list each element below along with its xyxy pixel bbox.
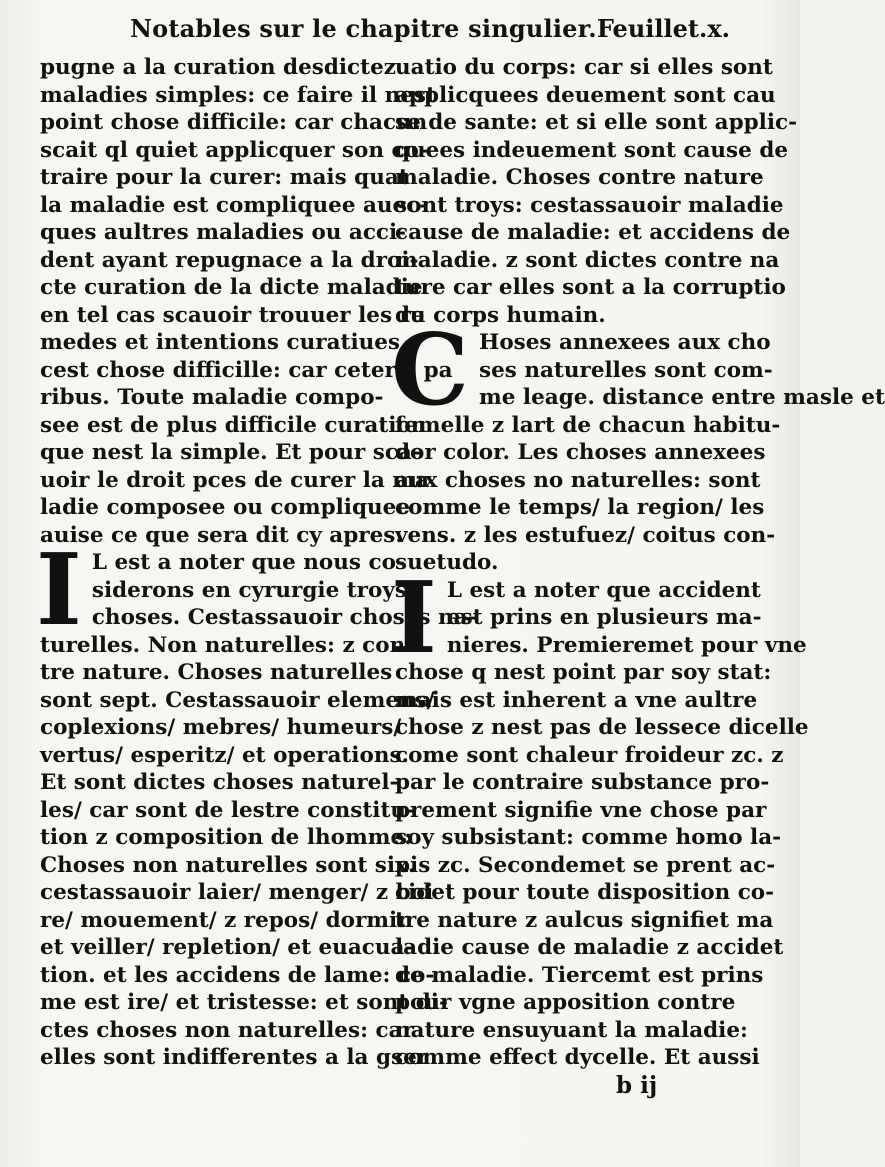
text-line: cte curation de la dicte maladie xyxy=(40,275,423,300)
text-line: sont sept. Cestassauoir elemens/ xyxy=(40,687,435,713)
text-line: sont troys: cestassauoir maladie xyxy=(395,192,784,218)
text-line: see est de plus difficile curation xyxy=(40,412,427,438)
drop-cap: I xyxy=(36,533,82,648)
signature-mark: b ij xyxy=(616,1072,658,1099)
drop-cap: I xyxy=(391,560,437,676)
text-line: cestassauoir laier/ menger/ z boi xyxy=(40,880,434,905)
text-line: maladie. Choses contre nature xyxy=(395,165,764,190)
text-line: cause de maladie: et accidens de xyxy=(395,220,791,245)
text-line: chose q nest point par soy stat: xyxy=(395,660,772,685)
text-line: tre nature z aulcus signifiet ma xyxy=(395,907,774,933)
text-line: siderons en cyrurgie troys xyxy=(91,577,407,603)
text-line: est prins en plusieurs ma- xyxy=(446,605,762,630)
text-line: par le contraire substance pro- xyxy=(395,770,770,795)
text-line: comme effect dycelle. Et aussi xyxy=(395,1045,760,1070)
text-line: me est ire/ et tristesse: et sont di- xyxy=(40,990,448,1015)
text-line: femelle z lart de chacun habitu- xyxy=(395,412,781,438)
text-line: vens. z les estufuez/ coitus con- xyxy=(395,522,776,548)
text-line: se de sante: et si elle sont applic- xyxy=(395,110,798,135)
text-line: uatio du corps: car si elles sont xyxy=(395,55,773,80)
text-line: pis zc. Secondemet se prent ac- xyxy=(395,852,776,878)
text-line: cidet pour toute disposition co- xyxy=(395,880,775,905)
text-line: turelles. Non naturelles: z con- xyxy=(40,632,415,658)
text-line: suetudo. xyxy=(395,550,499,575)
text-line: dent ayant repugnace a la droi- xyxy=(40,247,419,273)
text-line: ladie cause de maladie z accidet xyxy=(395,935,784,960)
text-line: du corps humain. xyxy=(395,302,606,328)
text-line: L est a noter que accident xyxy=(446,577,761,603)
text-line: nature ensuyuant la maladie: xyxy=(395,1017,748,1043)
left-paragraph-1 xyxy=(40,54,453,549)
text-line: ladie composee ou compliquee xyxy=(40,495,410,520)
text-line: auise ce que sera dit cy apres. xyxy=(40,522,403,548)
text-line: quees indeuement sont cause de xyxy=(395,137,789,163)
right-column xyxy=(391,54,885,1072)
text-line: tion. et les accidens de lame: co- xyxy=(40,962,435,988)
text-line: me leage. distance entre masle et xyxy=(479,385,885,410)
text-line: pour vgne apposition contre xyxy=(395,990,736,1015)
text-line: cest chose difficille: car ceteris pa xyxy=(40,357,453,383)
text-line: uoir le droit pces de curer la ma xyxy=(40,467,429,493)
text-line: ses naturelles sont com- xyxy=(479,357,773,383)
text-line: ture car elles sont a la corruptio xyxy=(395,275,786,300)
text-line: dor color. Les choses annexees xyxy=(395,440,766,465)
text-line: Et sont dictes choses naturel- xyxy=(40,770,399,795)
text-line: applicquees deuement sont cau xyxy=(395,82,776,108)
text-line: ques aultres maladies ou acci- xyxy=(40,220,407,245)
running-header xyxy=(130,14,730,50)
text-line: de maladie. Tiercemt est prins xyxy=(395,962,764,988)
text-line: tre nature. Choses naturelles xyxy=(40,660,393,685)
text-line: scait ql quiet applicquer son co- xyxy=(40,137,428,163)
text-line: maladies simples: ce faire il nest xyxy=(40,82,436,108)
text-line: en tel cas scauoir trouuer les re xyxy=(40,302,425,328)
text-line: les/ car sont de lestre constitu- xyxy=(40,797,415,823)
text-line: que nest la simple. Et pour sca- xyxy=(40,440,421,465)
text-line: la maladie est compliquee auec- xyxy=(40,192,429,218)
text-line: coplexions/ mebres/ humeurs/ xyxy=(40,715,402,740)
text-line: pugne a la curation desdictez xyxy=(40,55,396,80)
running-title: Notables sur le chapitre singulier. xyxy=(130,14,597,43)
text-line: Hoses annexees aux cho xyxy=(479,330,771,355)
text-line: prement signifie vne chose par xyxy=(395,797,767,823)
folio-number: Feuillet.x. xyxy=(596,14,730,43)
text-line: et veiller/ repletion/ et euacua- xyxy=(40,935,414,960)
text-line: vertus/ esperitz/ et operations. xyxy=(40,742,410,768)
text-line: Choses non naturelles sont six. xyxy=(40,852,416,878)
text-line: ribus. Toute maladie compo- xyxy=(40,385,384,410)
text-line: come sont chaleur froideur zc. z xyxy=(395,742,784,768)
text-line: re/ mouement/ z repos/ dormir xyxy=(40,907,409,933)
text-line: ctes choses non naturelles: car xyxy=(40,1017,414,1043)
text-line: choses. Cestassauoir choses na- xyxy=(91,605,477,630)
drop-cap: C xyxy=(391,313,469,428)
right-paragraph-1 xyxy=(395,54,798,329)
right-paragraph-3-text xyxy=(395,577,809,1072)
text-line: mais est inherent a vne aultre xyxy=(395,687,758,713)
text-line: point chose difficile: car chacun xyxy=(40,110,428,135)
text-line: L est a noter que nous co- xyxy=(91,550,405,575)
text-line: soy subsistant: comme homo la- xyxy=(395,825,782,850)
text-line: nieres. Premieremet pour vne xyxy=(446,632,807,658)
text-line: aux choses no naturelles: sont xyxy=(395,467,761,493)
text-line: maladie. z sont dictes contre na xyxy=(395,247,780,273)
text-line: chose z nest pas de lessece dicelle xyxy=(395,715,809,740)
text-line: elles sont indifferentes a la gser xyxy=(40,1045,429,1070)
text-line: comme le temps/ la region/ les xyxy=(395,495,765,520)
text-line: medes et intentions curatiues xyxy=(40,330,401,355)
text-line: tion z composition de lhomme: xyxy=(40,825,413,850)
text-line: traire pour la curer: mais quat xyxy=(40,165,409,190)
